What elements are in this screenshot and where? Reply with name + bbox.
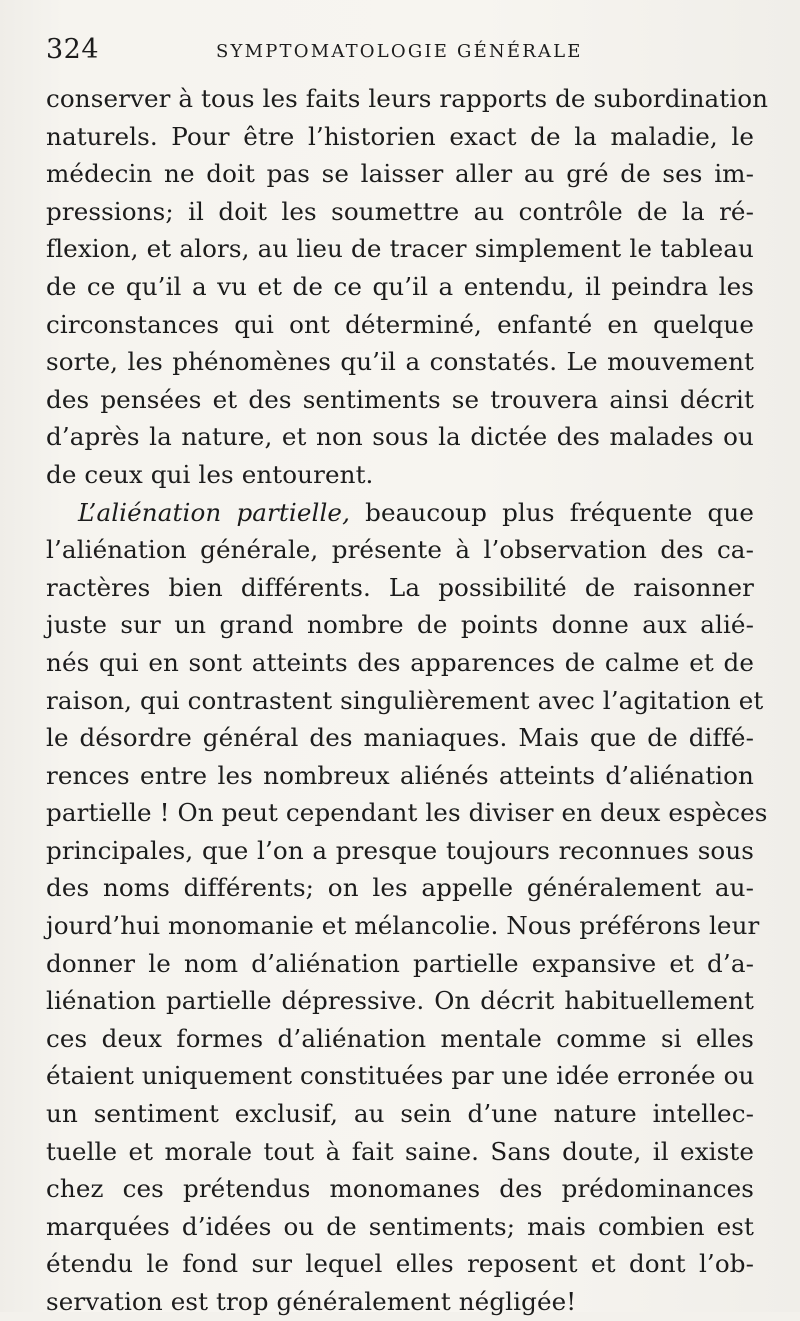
text-line: circonstances qui ont déterminé, enfanté en quelque (46, 309, 754, 339)
page-number: 324 (46, 34, 100, 65)
text-line: ractères bien différents. La possibilité de raisonner (46, 572, 754, 602)
text-line: donner le nom d’aliénation partielle expansive et d’a- (46, 948, 754, 978)
page-header (46, 34, 746, 74)
text-line: conserver à tous les faits leurs rapports de subordination (46, 84, 769, 113)
text-line: jourd’hui monomanie et mélancolie. Nous préférons leur (46, 911, 760, 941)
text-line: le désordre général des maniaques. Mais que de diffé- (46, 723, 754, 753)
text-line: raison, qui contrastent singulièrement avec l’agitation et (46, 685, 764, 715)
running-head: SYMPTOMATOLOGIE GÉNÉRALE (216, 41, 583, 62)
italic-term: L’aliénation partielle, (78, 497, 351, 527)
text-line: un sentiment exclusif, au sein d’une nature intellec- (46, 1099, 754, 1129)
text-line-rest: beaucoup plus fréquente que (365, 497, 754, 527)
text-line: l’aliénation générale, présente à l’observation des ca- (46, 535, 754, 565)
text-line: pressions; il doit les soumettre au contrôle de la ré- (46, 196, 754, 226)
text-line: servation est trop généralement négligée! (46, 1287, 577, 1316)
text-line: de ce qu’il a vu et de ce qu’il a entendu, il peindra les (46, 271, 754, 301)
text-line: des noms différents; on les appelle généralement au- (46, 873, 754, 903)
paragraph-start-line (46, 494, 754, 532)
text-line: marquées d’idées ou de sentiments; mais combien est (46, 1211, 754, 1241)
body-text (46, 80, 769, 1321)
text-line: ces deux formes d’aliénation mentale comme si elles (46, 1023, 754, 1053)
text-line: étaient uniquement constituées par une idée erronée ou (46, 1061, 755, 1091)
text-line: médecin ne doit pas se laisser aller au gré de ses im- (46, 159, 754, 189)
text-line: étendu le fond sur lequel elles reposent et dont l’ob- (46, 1249, 754, 1279)
text-line: nés qui en sont atteints des apparences de calme et de (46, 647, 754, 677)
text-line: partielle ! On peut cependant les diviser en deux espèces (46, 798, 768, 828)
text-line: d’après la nature, et non sous la dictée des malades ou (46, 422, 754, 452)
text-line: sorte, les phénomènes qu’il a constatés. Le mouvement (46, 347, 754, 377)
text-line: tuelle et morale tout à fait saine. Sans doute, il existe (46, 1136, 754, 1166)
text-line: principales, que l’on a presque toujours reconnues sous (46, 835, 754, 865)
text-line: flexion, et alors, au lieu de tracer simplement le tableau (46, 234, 754, 264)
text-line: naturels. Pour être l’historien exact de la maladie, le (46, 121, 754, 151)
text-line: rences entre les nombreux aliénés atteints d’aliénation (46, 760, 754, 790)
text-line: juste sur un grand nombre de points donne aux alié- (46, 610, 754, 640)
text-line: de ceux qui les entourent. (46, 459, 374, 489)
text-line: liénation partielle dépressive. On décrit habituellement (46, 986, 754, 1016)
text-line: chez ces prétendus monomanes des prédominances (46, 1174, 754, 1204)
text-line: des pensées et des sentiments se trouvera ainsi décrit (46, 384, 754, 414)
